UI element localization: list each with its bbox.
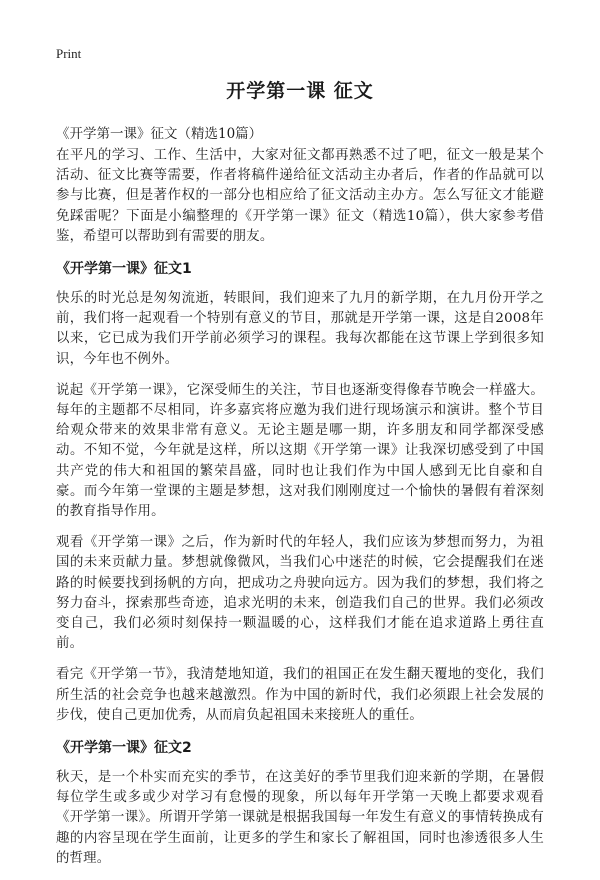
section-1-paragraph: 快乐的时光总是匆匆流逝，转眼间，我们迎来了九月的新学期，在九月份开学之前，我们将一起观看一个特别有意义的节目，那就是开学第一课，这是自2008年以来，它已成为我们开学前必须学习的课程。我每次都能在这节课上学到很多知识，今年也不例外。 xyxy=(56,291,544,367)
document-body xyxy=(56,146,544,880)
section-2-paragraph: 秋天，是一个朴实而充实的季节，在这美好的季节里我们迎来新的学期，在暑假每位学生或多或少对学习有怠慢的现象，所以每年开学第一天晚上都要求观看《开学第一课》。所谓开学第一课就是根据我国每一年发生有意义的事情转换成有趣的内容呈现在学生面前，让更多的学生和家长了解祖国，同时也渗透很多人生的哲理。 xyxy=(56,770,544,866)
section-1-paragraph: 看完《开学第一节》，我清楚地知道，我们的祖国正在发生翻天覆地的变化，我们所生活的社会竞争也越来越激烈。作为中国的新时代，我们必须跟上社会发展的步伐，使自己更加优秀，从而肩负起祖国未来接班人的重任。 xyxy=(56,667,544,723)
document-subtitle: 《开学第一课》征文（精选10篇） xyxy=(56,126,263,142)
section-heading-2: 《开学第一课》征文2 xyxy=(56,740,192,757)
intro-paragraph: 在平凡的学习、工作、生活中，大家对征文都再熟悉不过了吧，征文一般是某个活动、征文比赛等需要，作者将稿件递给征文活动主办者后，作者的作品就可以参与比赛，但是著作权的一部分也相应给了征文活动主办方。怎么写征文才能避免踩雷呢？下面是小编整理的《开学第一课》征文（精选10篇），供大家参考借鉴，希望可以帮助到有需要的朋友。 xyxy=(56,148,544,244)
section-heading-1: 《开学第一课》征文1 xyxy=(56,261,192,278)
page-title: 开学第一课 征文 xyxy=(226,80,374,102)
print-link[interactable]: Print xyxy=(56,46,82,61)
section-1-paragraph: 观看《开学第一课》之后，作为新时代的年轻人，我们应该为梦想而努力，为祖国的未来贡献力量。梦想就像微风，当我们心中迷茫的时候，它会提醒我们在迷路的时候要找到扬帆的方向，把成功之舟驶向远方。因为我们的梦想，我们将之努力奋斗，探索那些奇迹，追求光明的未来，创造我们自己的世界。我们必须改变自己，我们必须时刻保持一颗温暖的心，这样我们才能在追求道路上勇往直前。 xyxy=(56,535,544,652)
section-1-paragraph: 说起《开学第一课》，它深受师生的关注，节目也逐渐变得像春节晚会一样盛大。每年的主题都不尽相同，许多嘉宾将应邀为我们进行现场演示和演讲。整个节目给观众带来的效果非常有意义。无论主题是哪一期，许多朋友和同学都深受感动。不知不觉，今年就是这样，所以这期《开学第一课》让我深切感受到了中国共产党的伟大和祖国的繁荣昌盛，同时也让我们作为中国人感到无比自豪和自豪。而今年第一堂课的主题是梦想，这对我们刚刚度过一个愉快的暑假有着深刻的教育指导作用。 xyxy=(56,382,544,520)
